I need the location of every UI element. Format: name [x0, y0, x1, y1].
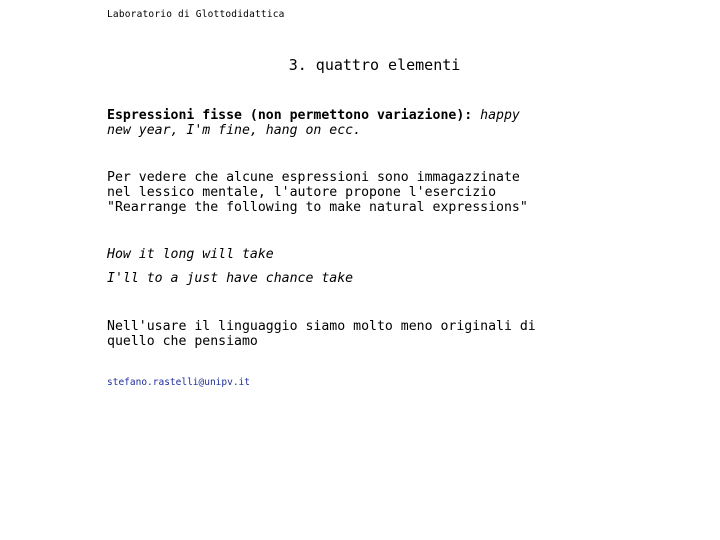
fixed-expressions-examples-a: happy [472, 108, 520, 123]
fixed-expressions-lead: Espressioni fisse (non permettono variazione): [107, 108, 473, 123]
exercise-item-2: I'll to a just have chance take [107, 271, 354, 286]
author-email-link[interactable]: stefano.rastelli@unipv.it [107, 377, 250, 388]
fixed-expressions-examples-b: new year, I'm fine, hang on ecc. [107, 123, 362, 138]
exercise-intro-paragraph: Per vedere che alcune espressioni sono immagazzinate nel lessico mentale, l'autore propone l'esercizio "Rearrange the following to make natural expressions" [107, 170, 528, 215]
originality-paragraph: Nell'usare il linguaggio siamo molto meno originali di quello che pensiamo [107, 319, 536, 349]
exercise-item-1: How it long will take [107, 247, 274, 262]
slide-title: 3. quattro elementi [288, 56, 461, 74]
fixed-expressions-paragraph [107, 108, 667, 138]
course-header: Laboratorio di Glottodidattica [107, 9, 285, 20]
